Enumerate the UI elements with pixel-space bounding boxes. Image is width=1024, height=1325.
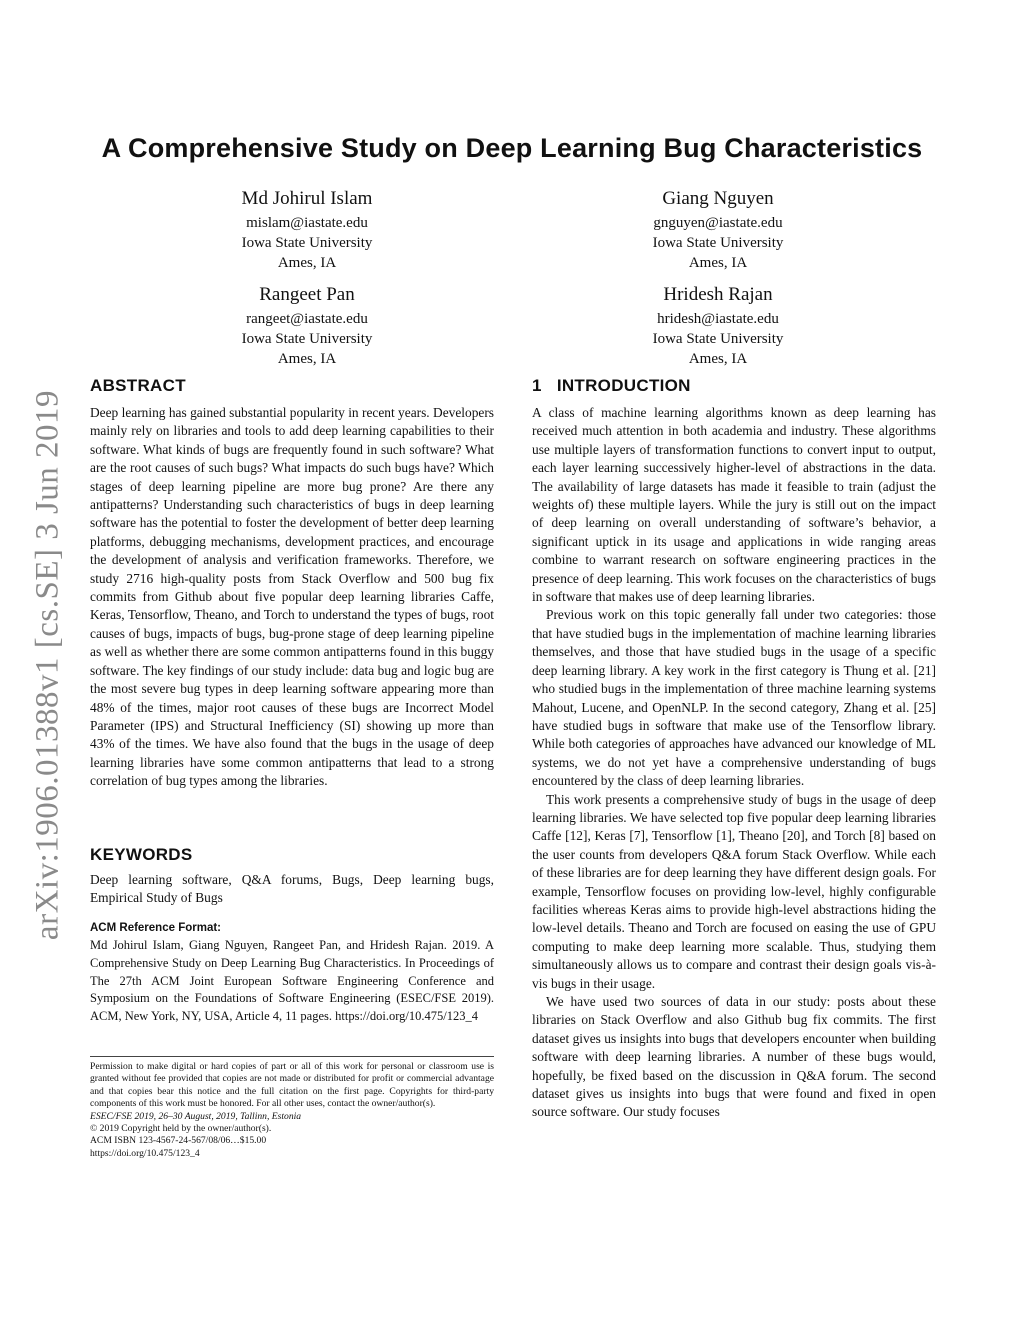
permission-notice: Permission to make digital or hard copies of part or all of this work for personal or classroom use is granted without fee provided that copies are not made or distributed for profit or commercial advantage and that copies bear this notice and the full citation on the first page. Copyrights for third-party components of this work must be honored. For all other uses, contact the owner/author(s). — [90, 1061, 494, 1110]
keywords-section — [90, 845, 494, 908]
author-email[interactable]: gnguyen@iastate.edu — [653, 215, 783, 231]
author-location: Ames, IA — [277, 351, 337, 367]
author-email[interactable]: rangeet@iastate.edu — [246, 311, 368, 327]
acm-reference-text: Md Johirul Islam, Giang Nguyen, Rangeet Pan, and Hridesh Rajan. 2019. A Comprehensive Study on Deep Learning Bug Characteristics. In Proceedings of The 27th ACM Joint European Software Engineering Conference and Symposium on the Foundations of Software Engineering (ESEC/FSE 2019). ACM, New York, NY, USA, Article 4, 11 pages. https://doi.org/10.475/123_4 — [90, 938, 494, 1024]
acm-reference-section — [90, 922, 494, 1026]
copyright-footer — [90, 1056, 494, 1160]
author-block — [157, 283, 457, 369]
acm-reference-heading: ACM Reference Format: — [90, 922, 221, 934]
author-name: Hridesh Rajan — [663, 284, 773, 305]
arxiv-stamp: arXiv:1906.01388v1 [cs.SE] 3 Jun 2019 — [29, 389, 66, 941]
intro-paragraph: Previous work on this topic generally fall under two categories: those that have studied bugs in the implementation of machine learning libraries themselves, and those that have studied bugs in the usage of a specific deep learning library. A key work in the first category is Thung et al. [21] who studied bugs in the implementation of three machine learning systems Mahout, Lucene, and OpenNLP. In the second category, Zhang et al. [25] have studied bugs in software that make use of the Tensorflow library. While both categories of approaches have advanced our knowledge of ML systems, we do not yet have a comprehensive understanding of bugs encountered by the class of deep learning libraries. — [532, 607, 936, 789]
abstract-heading: ABSTRACT — [90, 376, 186, 395]
author-affiliation: Iowa State University — [241, 331, 373, 347]
author-affiliation: Iowa State University — [652, 331, 784, 347]
author-block — [157, 187, 457, 273]
doi-link[interactable]: https://doi.org/10.475/123_4 — [90, 1147, 200, 1159]
author-affiliation: Iowa State University — [652, 235, 784, 251]
intro-paragraph: A class of machine learning algorithms known as deep learning has received much attention in both academia and industry. These algorithms use multiple layers of transformation functions to convert input to output, each layer learning successively higher-level of abstractions in the data. The availability of large datasets has made it feasible to train (adjust the weights of) these multiple layers. While the jury is still out on the impact of deep learning on overall understanding of software’s behavior, a significant uptick in its usage and applications in wide ranging areas combine to warrant research on software engineering practices in the presence of deep learning. This work focuses on the characteristics of bugs in software that makes use of deep learning libraries. — [532, 405, 936, 605]
author-block — [568, 187, 868, 273]
author-affiliation: Iowa State University — [241, 235, 373, 251]
author-block — [568, 283, 868, 369]
author-location: Ames, IA — [277, 255, 337, 271]
author-email[interactable]: hridesh@iastate.edu — [657, 311, 779, 327]
right-column — [532, 376, 936, 1122]
author-name: Md Johirul Islam — [241, 188, 373, 209]
author-email[interactable]: mislam@iastate.edu — [246, 215, 368, 231]
copyright-line: © 2019 Copyright held by the owner/author(s). — [90, 1123, 272, 1135]
keywords-heading: KEYWORDS — [90, 845, 193, 864]
author-location: Ames, IA — [688, 255, 748, 271]
isbn-line: ACM ISBN 123-4567-24-567/08/06…$15.00 — [90, 1135, 267, 1147]
intro-paragraph: This work presents a comprehensive study of bugs in the usage of deep learning libraries. We have selected top five popular deep learning libraries Caffe [12], Keras [7], Tensorflow [1], Theano [20], and Torch [8] based on the user counts from developers Q&A forum Stack Overflow. While each of these libraries are for deep learning they have different design goals. For example, Tensorflow focuses on providing low-level, highly configurable facilities whereas Keras aims to provide high-level abstractions hiding the low-level details. Theano and Torch are focused on easing the use of GPU computing to make deep learning more scalable. Thus, studying them simultaneously allows us to compare and contrast their design goals vis-à-vis bugs in their usage. — [532, 791, 936, 991]
abstract-text: Deep learning has gained substantial popularity in recent years. Developers mainly rely on libraries and tools to add deep learning capabilities to their software. What kinds of bugs are frequently found in such software? What are the root causes of such bugs? What impacts do such bugs have? Which stages of deep learning pipeline are more bug prone? Are there any antipatterns? Understanding such characteristics of bugs in deep learning software has the potential to foster the development of better deep learning platforms, debugging mechanisms, development practices, and encourage the development of analysis and verification frameworks. Therefore, we study 2716 high-quality posts from Stack Overflow and 500 bug fix commits from Github about five popular deep learning libraries Caffe, Keras, Tensorflow, Theano, and Torch to understand the types of bugs, root causes of bugs, impacts of bugs, bug-prone stage of deep learning pipeline as well as whether there are some common antipatterns found in this buggy software. The key findings of our study include: data bug and logic bug are the most severe bug types in deep learning software appearing more than 48% of the times, major root causes of these bugs are Incorrect Model Parameter (IPS) and Structural Inefficiency (SI) showing up more than 43% of the times. We have also found that the bugs in the usage of deep learning libraries have some common antipatterns that lead to a strong correlation of bug types among the libraries. — [90, 405, 494, 789]
intro-paragraph: We have used two sources of data in our study: posts about these libraries on Stack Overflow and also Github bug fix commits. The first dataset gives us insights into bugs that developers encounter when building software with deep learning libraries. A number of these bugs would, hopefully, be fixed based on the discussion in Q&A forum. The second dataset gives us insights into bugs that were found and fixed in open source software. Our study focuses — [532, 994, 936, 1120]
author-location: Ames, IA — [688, 351, 748, 367]
introduction-heading: 1 INTRODUCTION — [532, 376, 691, 395]
left-column — [90, 376, 494, 791]
author-name: Rangeet Pan — [259, 284, 355, 305]
paper-title: A Comprehensive Study on Deep Learning Bug Characteristics — [101, 133, 923, 163]
keywords-text: Deep learning software, Q&A forums, Bugs, Deep learning bugs, Empirical Study of Bugs — [90, 872, 494, 906]
conference-line: ESEC/FSE 2019, 26–30 August, 2019, Tallinn, Estonia — [90, 1110, 302, 1122]
author-name: Giang Nguyen — [662, 188, 774, 209]
